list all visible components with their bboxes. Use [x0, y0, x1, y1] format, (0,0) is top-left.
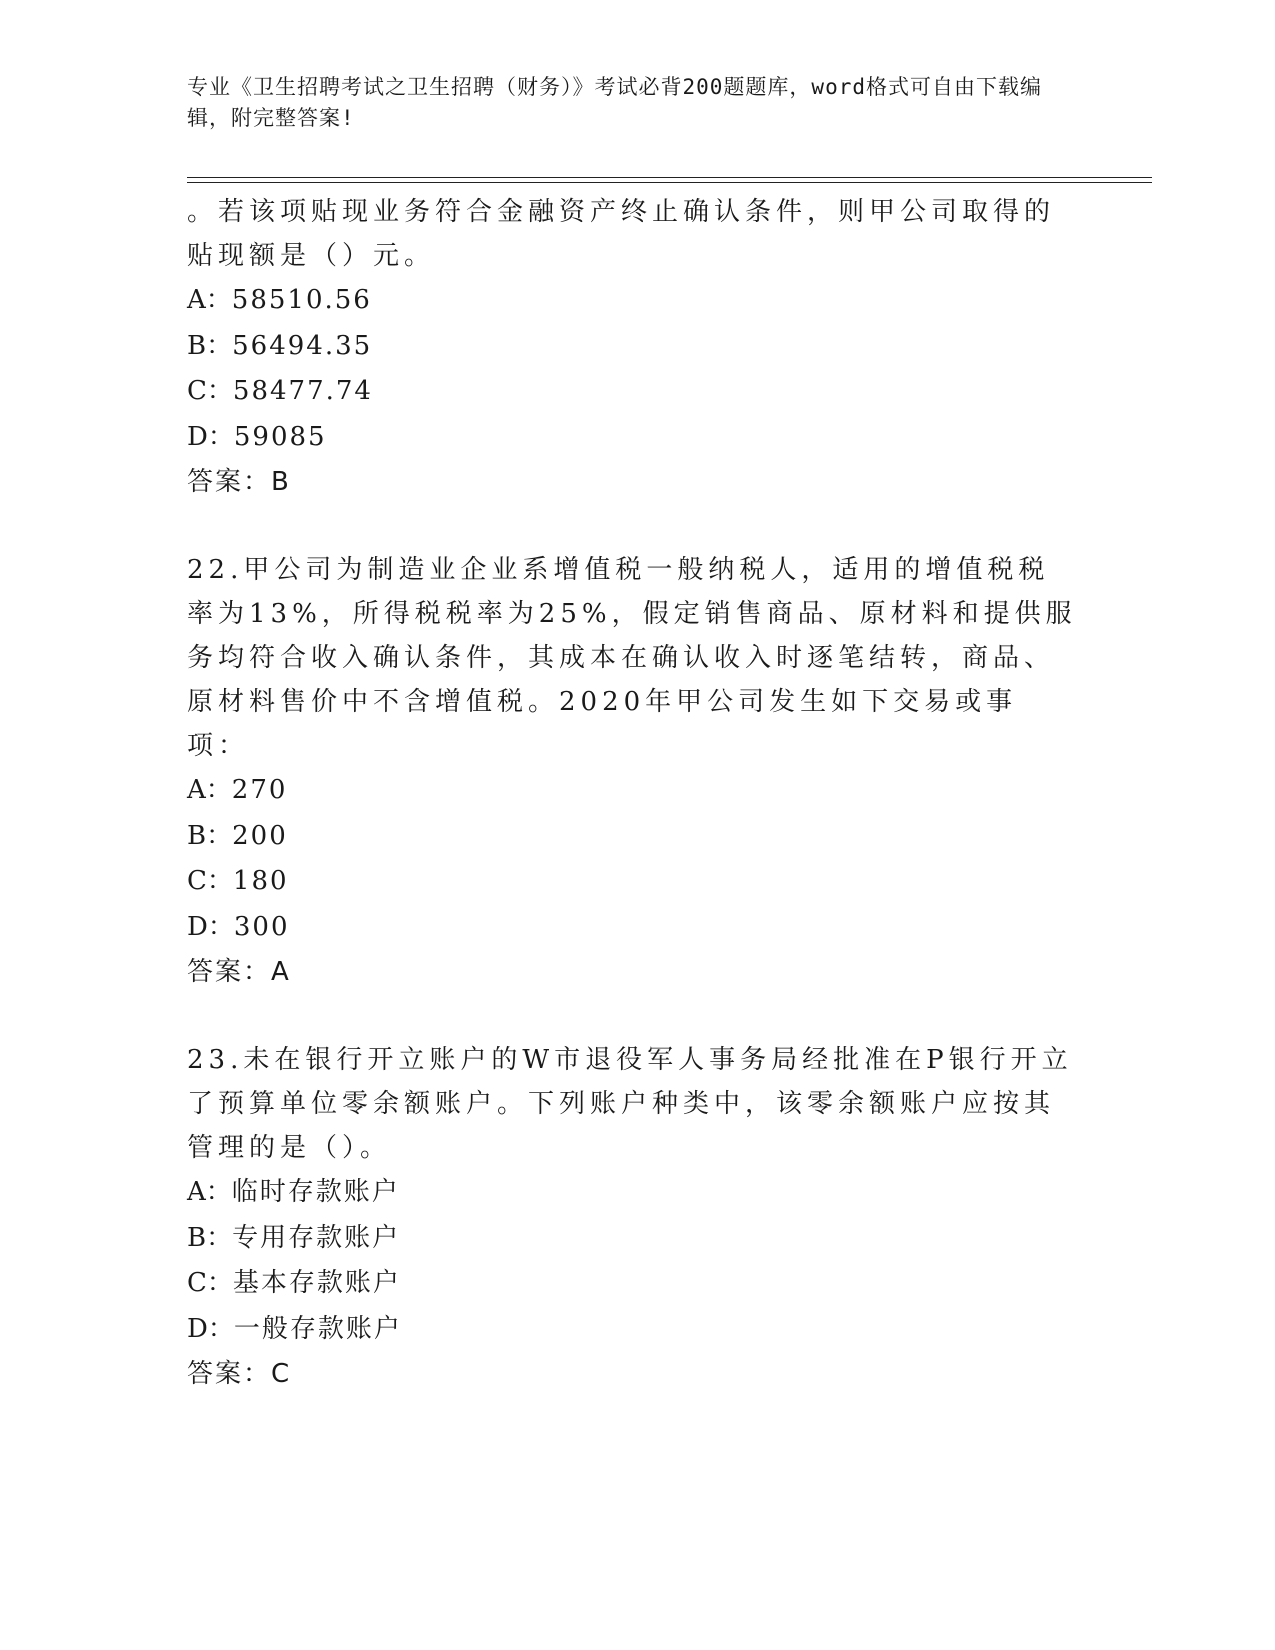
question-spacer	[187, 994, 1077, 1038]
option-label: B：	[187, 330, 233, 361]
option-label: D：	[187, 421, 234, 452]
option-a	[187, 1170, 1077, 1216]
option-b	[187, 1216, 1077, 1262]
header-divider-top	[187, 177, 1152, 178]
option-value: 200	[232, 820, 288, 851]
question-text: 22.甲公司为制造业企业系增值税一般纳税人，适用的增值税税率为13%，所得税税率为25%，假定销售商品、原材料和提供服务均符合收入确认条件，其成本在确认收入时逐笔结转，商品、原材料售价中不含增值税。2020年甲公司发生如下交易或事项：	[187, 555, 1077, 761]
answer-line: 答案：A	[187, 957, 291, 987]
option-label: A：	[187, 1177, 232, 1207]
option-b	[187, 324, 1077, 370]
option-value: 56494.35	[232, 330, 373, 361]
question-block	[187, 190, 1077, 504]
questions-list	[187, 190, 1077, 1396]
option-value: 300	[233, 911, 290, 942]
question-text: 23.未在银行开立账户的W市退役军人事务局经批准在P银行开立了预算单位零余额账户。下列账户种类中，该零余额账户应按其管理的是（）。	[187, 1045, 1073, 1163]
question-block	[187, 1038, 1077, 1396]
option-value: 59085	[233, 421, 327, 452]
question-spacer	[187, 504, 1077, 548]
option-value: 一般存款账户	[233, 1313, 402, 1344]
option-b	[187, 814, 1077, 860]
option-value: 180	[232, 866, 289, 896]
option-label: A：	[187, 285, 232, 315]
option-value: 专用存款账户	[232, 1222, 401, 1253]
answer-line: 答案：C	[187, 1359, 292, 1389]
question-block	[187, 548, 1077, 994]
option-value: 58510.56	[231, 285, 372, 315]
option-d	[187, 905, 1077, 951]
option-value: 基本存款账户	[232, 1268, 401, 1298]
option-label: D：	[187, 911, 234, 942]
question-text: 。若该项贴现业务符合金融资产终止确认条件，则甲公司取得的贴现额是（）元。	[187, 197, 1056, 271]
option-c	[187, 369, 1077, 415]
option-d	[187, 415, 1077, 461]
option-value: 58477.74	[232, 376, 373, 406]
option-value: 270	[231, 775, 288, 805]
option-c	[187, 859, 1077, 905]
document-header: 专业《卫生招聘考试之卫生招聘（财务）》考试必背200题题库，word格式可自由下载编辑，附完整答案!	[187, 75, 1042, 130]
option-label: D：	[187, 1313, 234, 1344]
option-c	[187, 1261, 1077, 1307]
option-a	[187, 278, 1077, 324]
option-label: A：	[187, 775, 232, 805]
option-d	[187, 1307, 1077, 1353]
option-a	[187, 768, 1077, 814]
option-label: B：	[187, 1222, 233, 1253]
option-value: 临时存款账户	[231, 1177, 400, 1207]
option-label: C：	[187, 866, 233, 896]
option-label: C：	[187, 376, 233, 406]
option-label: C：	[187, 1268, 233, 1298]
answer-line: 答案：B	[187, 467, 291, 497]
header-divider-bottom	[187, 182, 1152, 183]
option-label: B：	[187, 820, 233, 851]
